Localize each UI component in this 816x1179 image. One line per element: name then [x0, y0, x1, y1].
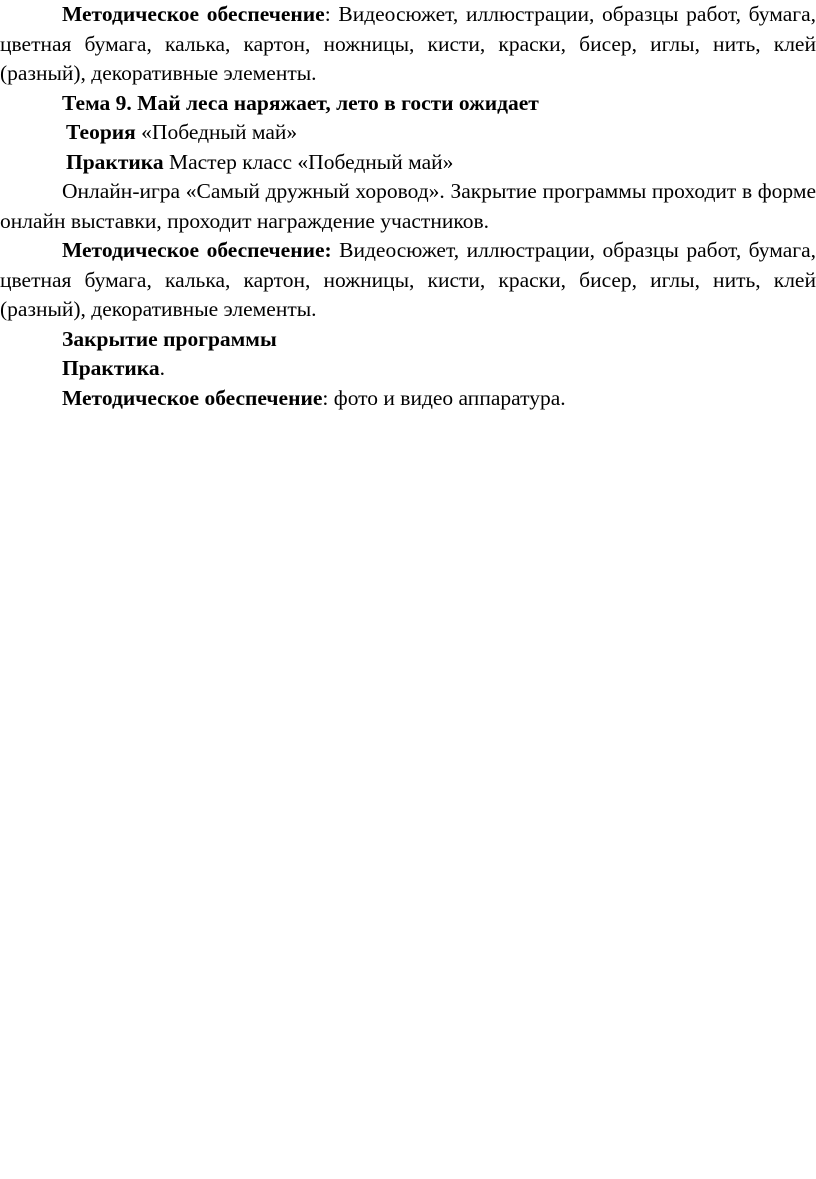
paragraph-online-game — [0, 177, 816, 236]
topic-title: Тема 9. Май леса наряжает, лето в гости ожидает — [62, 90, 539, 115]
paragraph-label: Методическое обеспечение: — [62, 238, 332, 262]
paragraph-label: Практика — [66, 149, 164, 174]
paragraph-methodical-support-2 — [0, 236, 816, 325]
paragraph-text: «Победный май» — [135, 120, 298, 144]
document-body — [0, 0, 816, 413]
topic-heading — [0, 89, 816, 119]
paragraph-label: Практика — [62, 356, 160, 380]
closing-heading — [0, 325, 816, 355]
paragraph-methodical-support-1 — [0, 0, 816, 89]
paragraph-label: Методическое обеспечение — [62, 2, 325, 26]
paragraph-practice — [0, 148, 816, 178]
paragraph-text: Видеосюжет, иллюстрации, образцы работ, бумага, цветная бумага, калька, картон, ножницы, кисти, краски, бисер, иглы, нить, клей (разный), декоративные элементы. — [0, 238, 816, 321]
paragraph-practice-closing — [0, 354, 816, 384]
paragraph-text: Онлайн-игра «Самый дружный хоровод». Закрытие программы проходит в форме онлайн выставки, проходит награждение участников. — [0, 179, 816, 233]
paragraph-label: Теория — [66, 120, 136, 144]
paragraph-methodical-support-3 — [0, 384, 816, 414]
closing-title: Закрытие программы — [62, 326, 277, 351]
paragraph-text: : фото и видео аппаратура. — [322, 385, 566, 410]
paragraph-text: . — [159, 356, 165, 380]
paragraph-theory — [0, 118, 816, 148]
paragraph-label: Методическое обеспечение — [62, 385, 323, 410]
paragraph-text: : Видеосюжет, иллюстрации, образцы работ, бумага, цветная бумага, калька, картон, ножницы, кисти, краски, бисер, иглы, нить, клей (разный), декоративные элементы. — [0, 2, 816, 85]
paragraph-text: Мастер класс «Победный май» — [163, 149, 454, 174]
